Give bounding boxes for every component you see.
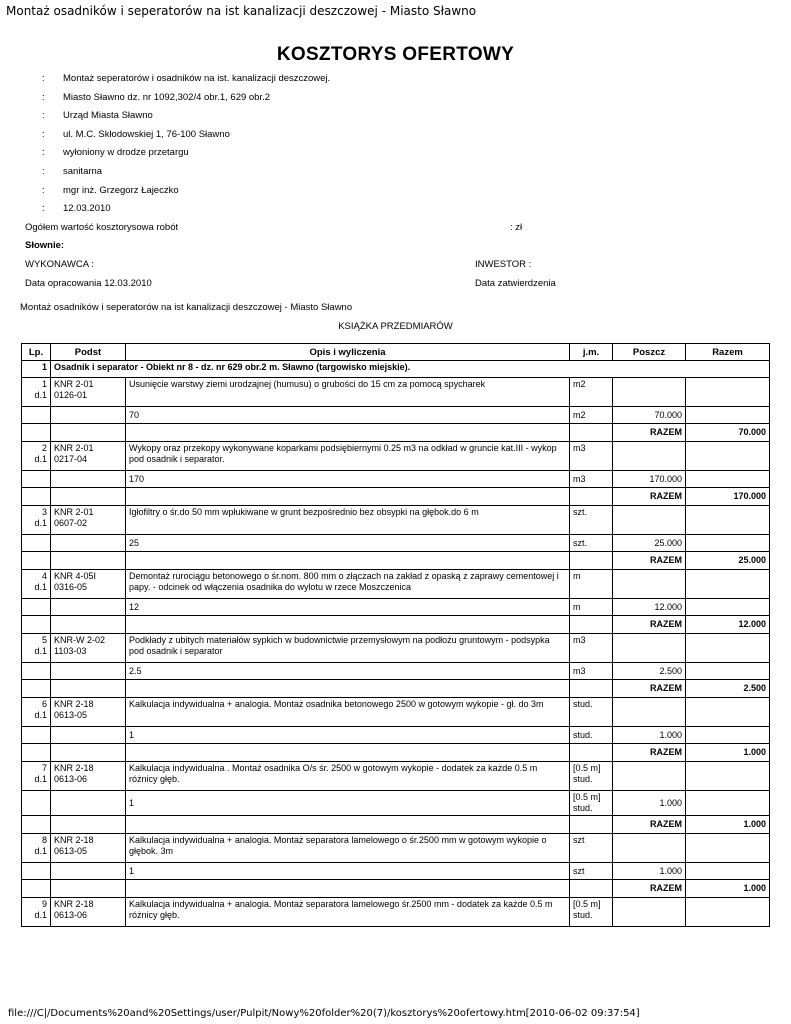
sum-unit-empty: [570, 680, 613, 698]
info-value: Miasto Sławno dz. nr 1092,302/4 obr.1, 629 obr.2: [63, 91, 271, 103]
header-description: Opis i wyliczenia: [126, 344, 570, 361]
item-number-cell: [22, 898, 51, 927]
calc-basis-empty: [51, 599, 126, 616]
calc-expression: 12: [126, 599, 570, 616]
calc-expression: 1: [126, 791, 570, 816]
calc-total-empty: [686, 471, 770, 488]
header-partial: Poszcz: [613, 344, 686, 361]
sum-unit-empty: [570, 744, 613, 762]
item-partial-empty: [613, 762, 686, 791]
header-unit: j.m.: [570, 344, 613, 361]
section-number: 1: [22, 361, 51, 378]
item-number: 4: [41, 571, 47, 581]
item-unit: m: [570, 570, 613, 599]
item-total-empty: [686, 762, 770, 791]
calc-partial-value: 2.500: [613, 663, 686, 680]
calculation-row: [22, 599, 770, 616]
item-unit: [0.5 m] stud.: [570, 898, 613, 927]
item-basis-cell: [51, 834, 126, 863]
item-description: Usunięcie warstwy ziemi urodzajnej (humusu) o grubości do 15 cm za pomocą spycharek: [126, 378, 570, 407]
sum-lp-empty: [22, 880, 51, 898]
sum-unit-empty: [570, 616, 613, 634]
item-number-cell: [22, 570, 51, 599]
calc-basis-empty: [51, 407, 126, 424]
item-basis-code: KNR 4-05I: [54, 571, 97, 581]
item-partial-empty: [613, 570, 686, 599]
sum-desc-empty: [126, 552, 570, 570]
item-number: 3: [41, 507, 47, 517]
info-colon: :: [42, 203, 45, 215]
sum-unit-empty: [570, 552, 613, 570]
sum-label: RAZEM: [613, 488, 686, 506]
calculation-row: [22, 727, 770, 744]
sum-desc-empty: [126, 680, 570, 698]
info-value: sanitarna: [63, 165, 103, 177]
table-row: [22, 506, 770, 535]
sum-label: RAZEM: [613, 552, 686, 570]
table-row: [22, 698, 770, 727]
calc-unit: stud.: [570, 727, 613, 744]
sum-label: RAZEM: [613, 616, 686, 634]
item-sub-number: d.1: [34, 646, 47, 656]
item-description: Demontaż rurociągu betonowego o śr.nom. 800 mm o złączach na zakład z opaską z zaprawy cementowej i papy. - odcinek od włączenia osadnika do wylotu w rzece Moszczenica: [126, 570, 570, 599]
item-partial-empty: [613, 442, 686, 471]
calc-total-empty: [686, 599, 770, 616]
table-row: [22, 898, 770, 927]
sum-row: [22, 744, 770, 762]
section-row: [22, 361, 770, 378]
item-description: Kalkulacja indywidualna . Montaż osadnika O/s śr. 2500 w gotowym wykopie - dodatek za każde 0.5 m różnicy głęb.: [126, 762, 570, 791]
item-number-cell: [22, 442, 51, 471]
item-sub-number: d.1: [34, 910, 47, 920]
sum-label: RAZEM: [613, 680, 686, 698]
sum-total-value: 70.000: [686, 424, 770, 442]
calc-lp-empty: [22, 407, 51, 424]
calc-lp-empty: [22, 863, 51, 880]
sum-unit-empty: [570, 816, 613, 834]
item-number-cell: [22, 378, 51, 407]
info-row: [42, 147, 330, 166]
sum-unit-empty: [570, 880, 613, 898]
item-basis-code: KNR 2-18: [54, 835, 94, 845]
calc-unit: [0.5 m] stud.: [570, 791, 613, 816]
info-value: ul. M.C. Skłodowskiej 1, 76-100 Sławno: [63, 128, 230, 140]
item-description: Kalkulacja indywidualna + analogia. Montaż separatora lamelowego o śr.2500 mm w gotowym wykopie o głębok. 3m: [126, 834, 570, 863]
table-header-row: [22, 344, 770, 361]
item-sub-number: d.1: [34, 390, 47, 400]
calc-basis-empty: [51, 471, 126, 488]
calculation-row: [22, 535, 770, 552]
calc-lp-empty: [22, 471, 51, 488]
file-path-footer: file:///C|/Documents%20and%20Settings/user/Pulpit/Nowy%20folder%20(7)/kosztorys%20ofertowy.htm[2010-06-02 09:37:54]: [8, 1008, 640, 1019]
item-partial-empty: [613, 698, 686, 727]
calc-expression: 25: [126, 535, 570, 552]
item-number: 1: [41, 379, 47, 389]
item-basis-number: 0613-06: [54, 774, 88, 784]
item-sub-number: d.1: [34, 454, 47, 464]
item-sub-number: d.1: [34, 582, 47, 592]
info-colon: :: [42, 147, 45, 159]
calc-partial-value: 1.000: [613, 791, 686, 816]
calculation-row: [22, 407, 770, 424]
sum-basis-empty: [51, 616, 126, 634]
item-partial-empty: [613, 898, 686, 927]
info-colon: :: [42, 73, 45, 84]
info-value: Montaż seperatorów i osadników na ist. kanalizacji deszczowej.: [63, 73, 331, 84]
item-total-empty: [686, 442, 770, 471]
header-total: Razem: [686, 344, 770, 361]
sum-total-value: 1.000: [686, 816, 770, 834]
sum-row: [22, 488, 770, 506]
sum-label: RAZEM: [613, 816, 686, 834]
calc-lp-empty: [22, 663, 51, 680]
calc-partial-value: 25.000: [613, 535, 686, 552]
measurements-table: [21, 343, 770, 927]
sum-desc-empty: [126, 488, 570, 506]
sum-lp-empty: [22, 552, 51, 570]
item-unit: [0.5 m] stud.: [570, 762, 613, 791]
item-unit: stud.: [570, 698, 613, 727]
info-colon: :: [42, 165, 45, 177]
sum-row: [22, 680, 770, 698]
item-basis-cell: [51, 570, 126, 599]
calculation-row: [22, 663, 770, 680]
calc-basis-empty: [51, 791, 126, 816]
calc-expression: 1: [126, 863, 570, 880]
sum-basis-empty: [51, 744, 126, 762]
total-value-label: Ogółem wartość kosztorysowa robót: [25, 222, 179, 233]
sum-desc-empty: [126, 424, 570, 442]
item-unit: m2: [570, 378, 613, 407]
item-basis-number: 0217-04: [54, 454, 88, 464]
calc-unit: m2: [570, 407, 613, 424]
item-basis-cell: [51, 634, 126, 663]
item-basis-cell: [51, 898, 126, 927]
item-partial-empty: [613, 634, 686, 663]
sum-unit-empty: [570, 424, 613, 442]
item-number: 6: [41, 699, 47, 709]
sum-total-value: 25.000: [686, 552, 770, 570]
calc-partial-value: 12.000: [613, 599, 686, 616]
header-lp: Lp.: [22, 344, 51, 361]
contractor-label: WYKONAWCA :: [25, 259, 94, 270]
sum-lp-empty: [22, 424, 51, 442]
item-basis-number: 0613-06: [54, 910, 88, 920]
item-sub-number: d.1: [34, 846, 47, 856]
table-body: [22, 361, 770, 927]
calc-basis-empty: [51, 863, 126, 880]
total-currency: : zł: [510, 222, 523, 233]
sum-desc-empty: [126, 744, 570, 762]
item-number-cell: [22, 506, 51, 535]
book-title: KSIĄŻKA PRZEDMIARÓW: [338, 321, 453, 332]
item-description: Igłofiltry o śr.do 50 mm wpłukiwane w grunt bezpośrednio bez obsypki na głębok.do 6 m: [126, 506, 570, 535]
info-value: 12.03.2010: [63, 203, 111, 215]
info-list: [42, 73, 330, 222]
item-basis-number: 0613-05: [54, 846, 88, 856]
item-basis-code: KNR 2-01: [54, 507, 94, 517]
prepared-date-label: Data opracowania 12.03.2010: [25, 278, 152, 289]
item-unit: m3: [570, 442, 613, 471]
info-row: [42, 110, 330, 129]
item-basis-code: KNR 2-18: [54, 899, 94, 909]
calc-partial-value: 1.000: [613, 727, 686, 744]
document-title: KOSZTORYS OFERTOWY: [276, 44, 515, 65]
item-total-empty: [686, 378, 770, 407]
item-sub-number: d.1: [34, 518, 47, 528]
sum-lp-empty: [22, 488, 51, 506]
item-partial-empty: [613, 506, 686, 535]
sum-desc-empty: [126, 816, 570, 834]
item-description: Podkłady z ubitych materiałów sypkich w budownictwie przemysłowym na podłożu gruntowym - podsypka pod osadnik i separator: [126, 634, 570, 663]
item-description: Kalkulacja indywidualna + analogia. Montaż osadnika betonowego 2500 w gotowym wykopie - gł. do 3m: [126, 698, 570, 727]
sum-basis-empty: [51, 488, 126, 506]
calc-partial-value: 1.000: [613, 863, 686, 880]
info-row: [42, 166, 330, 185]
investor-label: INWESTOR :: [475, 259, 532, 270]
item-basis-code: KNR 2-18: [54, 699, 94, 709]
sum-unit-empty: [570, 488, 613, 506]
calc-unit: m: [570, 599, 613, 616]
table-row: [22, 762, 770, 791]
item-number-cell: [22, 834, 51, 863]
item-unit: m3: [570, 634, 613, 663]
calc-total-empty: [686, 863, 770, 880]
calc-expression: 2.5: [126, 663, 570, 680]
item-basis-code: KNR 2-01: [54, 379, 94, 389]
item-total-empty: [686, 698, 770, 727]
item-number-cell: [22, 698, 51, 727]
item-number: 8: [41, 835, 47, 845]
item-basis-cell: [51, 698, 126, 727]
sum-total-value: 12.000: [686, 616, 770, 634]
item-basis-code: KNR-W 2-02: [54, 635, 106, 645]
item-sub-number: d.1: [34, 774, 47, 784]
calculation-row: [22, 863, 770, 880]
calc-total-empty: [686, 663, 770, 680]
info-value: mgr inż. Grzegorz Łajeczko: [63, 184, 179, 196]
sum-row: [22, 816, 770, 834]
item-unit: szt: [570, 834, 613, 863]
sum-row: [22, 552, 770, 570]
calc-partial-value: 70.000: [613, 407, 686, 424]
calc-total-empty: [686, 535, 770, 552]
info-row: [42, 129, 330, 148]
table-row: [22, 442, 770, 471]
table-row: [22, 634, 770, 663]
item-description: Kalkulacja indywidualna + analogia. Montaż separatora lamelowego śr.2500 mm - dodatek za każde 0.5 m różnicy głęb.: [126, 898, 570, 927]
approved-date-label: Data zatwierdzenia: [475, 278, 556, 289]
info-value: wyłoniony w drodze przetargu: [63, 147, 189, 159]
table-row: [22, 378, 770, 407]
item-basis-cell: [51, 762, 126, 791]
calc-total-empty: [686, 407, 770, 424]
calc-unit: m3: [570, 471, 613, 488]
calc-lp-empty: [22, 599, 51, 616]
sum-label: RAZEM: [613, 744, 686, 762]
sum-desc-empty: [126, 880, 570, 898]
sum-label: RAZEM: [613, 880, 686, 898]
sum-lp-empty: [22, 744, 51, 762]
item-number: 5: [41, 635, 47, 645]
calc-expression: 170: [126, 471, 570, 488]
calc-partial-value: 170.000: [613, 471, 686, 488]
info-value: Urząd Miasta Sławno: [63, 110, 153, 122]
calc-expression: 1: [126, 727, 570, 744]
item-basis-code: KNR 2-01: [54, 443, 94, 453]
calc-basis-empty: [51, 727, 126, 744]
table-row: [22, 834, 770, 863]
words-label: Słownie:: [25, 240, 65, 251]
sum-lp-empty: [22, 616, 51, 634]
item-number: 7: [41, 763, 47, 773]
calc-lp-empty: [22, 791, 51, 816]
item-total-empty: [686, 506, 770, 535]
item-basis-number: 0607-02: [54, 518, 88, 528]
item-sub-number: d.1: [34, 710, 47, 720]
calc-unit: szt: [570, 863, 613, 880]
section-title: Osadnik i separator - Obiekt nr 8 - dz. nr 629 obr.2 m. Sławno (targowisko miejskie).: [51, 361, 770, 378]
item-total-empty: [686, 834, 770, 863]
item-total-empty: [686, 570, 770, 599]
calc-unit: szt.: [570, 535, 613, 552]
window-title: Montaż osadników i seperatorów na ist kanalizacji deszczowej - Miasto Sławno: [6, 4, 477, 18]
sum-lp-empty: [22, 680, 51, 698]
item-basis-code: KNR 2-18: [54, 763, 94, 773]
info-colon: :: [42, 184, 45, 196]
info-row: [42, 73, 330, 92]
item-basis-number: 0126-01: [54, 390, 88, 400]
info-row: [42, 203, 330, 222]
calculation-row: [22, 791, 770, 816]
item-basis-number: 1103-03: [54, 646, 87, 656]
project-subtitle: Montaż osadników i seperatorów na ist kanalizacji deszczowej - Miasto Sławno: [20, 302, 353, 313]
item-description: Wykopy oraz przekopy wykonywane koparkami podsiębiernymi 0.25 m3 na odkład w gruncie kat.III - wykop pod osadnik i separator.: [126, 442, 570, 471]
sum-total-value: 2.500: [686, 680, 770, 698]
header-basis: Podst: [51, 344, 126, 361]
info-colon: :: [42, 128, 45, 140]
item-unit: szt.: [570, 506, 613, 535]
item-partial-empty: [613, 834, 686, 863]
calc-basis-empty: [51, 663, 126, 680]
sum-desc-empty: [126, 616, 570, 634]
calc-expression: 70: [126, 407, 570, 424]
item-basis-cell: [51, 506, 126, 535]
item-partial-empty: [613, 378, 686, 407]
calc-unit: m3: [570, 663, 613, 680]
item-number-cell: [22, 762, 51, 791]
sum-row: [22, 424, 770, 442]
info-colon: :: [42, 110, 45, 122]
item-basis-cell: [51, 378, 126, 407]
item-total-empty: [686, 898, 770, 927]
sum-total-value: 1.000: [686, 880, 770, 898]
table-row: [22, 570, 770, 599]
calc-total-empty: [686, 791, 770, 816]
sum-total-value: 170.000: [686, 488, 770, 506]
item-total-empty: [686, 634, 770, 663]
sum-basis-empty: [51, 880, 126, 898]
calc-lp-empty: [22, 535, 51, 552]
sum-row: [22, 880, 770, 898]
sum-basis-empty: [51, 424, 126, 442]
calc-total-empty: [686, 727, 770, 744]
sum-row: [22, 616, 770, 634]
calc-basis-empty: [51, 535, 126, 552]
item-number: 2: [41, 443, 47, 453]
info-row: [42, 185, 330, 204]
info-colon: :: [42, 91, 45, 103]
item-basis-cell: [51, 442, 126, 471]
sum-total-value: 1.000: [686, 744, 770, 762]
info-row: [42, 92, 330, 111]
item-number-cell: [22, 634, 51, 663]
item-number: 9: [41, 899, 47, 909]
calculation-row: [22, 471, 770, 488]
sum-basis-empty: [51, 816, 126, 834]
item-basis-number: 0613-05: [54, 710, 88, 720]
sum-basis-empty: [51, 552, 126, 570]
sum-basis-empty: [51, 680, 126, 698]
sum-lp-empty: [22, 816, 51, 834]
sum-label: RAZEM: [613, 424, 686, 442]
item-basis-number: 0316-05: [54, 582, 88, 592]
calc-lp-empty: [22, 727, 51, 744]
